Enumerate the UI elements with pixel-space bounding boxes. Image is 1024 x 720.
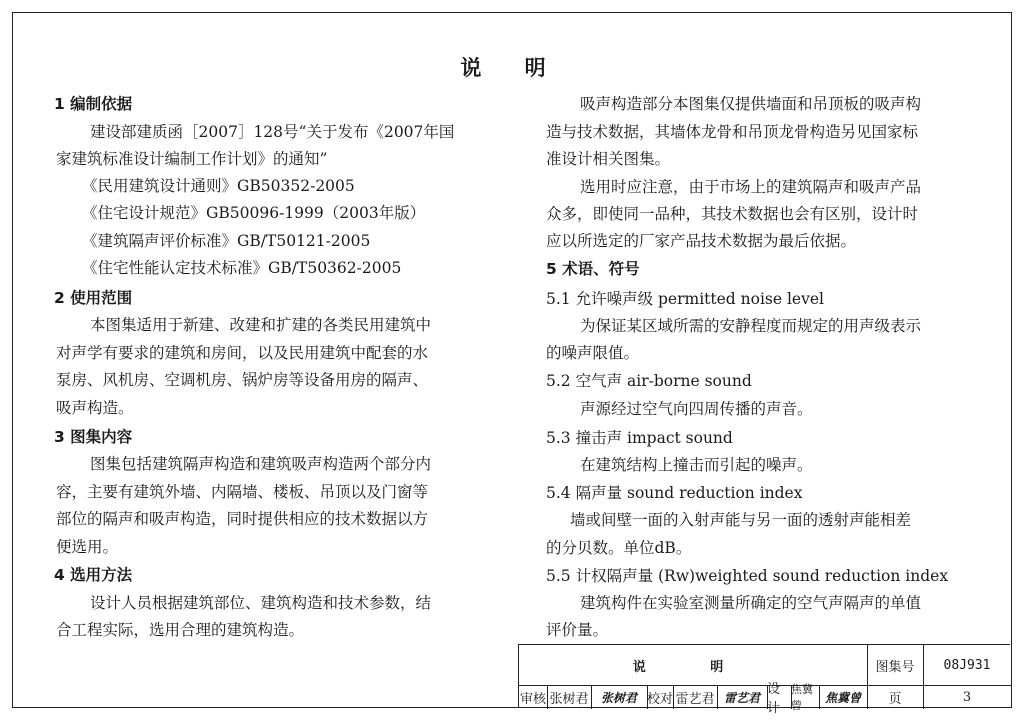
reference-standard: 《住宅性能认定技术标准》GB/T50362-2005 (82, 259, 402, 277)
text-line: 本图集适用于新建、改建和扩建的各类民用建筑中 (90, 316, 432, 334)
reference-standard: 《民用建筑设计通则》GB50352-2005 (82, 177, 355, 195)
text-line: 便选用。 (56, 538, 119, 556)
section-5-heading: 5 术语、符号 (546, 260, 640, 278)
text-line: 部位的隔声和吸声构造，同时提供相应的技术数据以方 (56, 510, 429, 528)
term-definition: 在建筑结构上撞击而引起的噪声。 (580, 456, 813, 474)
text-line: 建设部建质函［2007］128号“关于发布《2007年国 (90, 123, 455, 141)
term-definition: 评价量。 (546, 621, 609, 639)
text-line: 准设计相关图集。 (546, 150, 671, 168)
term-5-1: 5.1 允许噪声级 permitted noise level (546, 290, 824, 308)
text-line: 图集包括建筑隔声构造和建筑吸声构造两个部分内 (90, 455, 432, 473)
text-line: 合工程实际，选用合理的建筑构造。 (56, 621, 305, 639)
designer-signature: 焦冀曾 (824, 690, 861, 705)
term-5-3: 5.3 撞击声 impact sound (546, 429, 733, 447)
text-line: 众多，即使同一品种，其技术数据也会有区别，设计时 (546, 205, 919, 223)
titleblock-title: 说 明 (632, 659, 754, 675)
section-3-heading: 3 图集内容 (54, 428, 133, 446)
text-line: 容，主要有建筑外墙、内隔墙、楼板、吊顶以及门窗等 (56, 483, 429, 501)
reviewer-signature: 张树君 (600, 690, 637, 705)
design-label: 设计 (767, 682, 781, 716)
text-line: 吸声构造部分本图集仅提供墙面和吊顶板的吸声构 (580, 95, 922, 113)
text-line: 造与技术数据，其墙体龙骨和吊顶龙骨构造另见国家标 (546, 123, 919, 141)
page-label: 页 (888, 691, 902, 707)
text-line: 设计人员根据建筑部位、建筑构造和技术参数，结 (90, 594, 432, 612)
title-block (518, 644, 1010, 716)
text-line: 泵房、风机房、空调机房、锅炉房等设备用房的隔声、 (56, 371, 429, 389)
review-label: 审核 (519, 691, 546, 707)
term-5-2: 5.2 空气声 air-borne sound (546, 372, 752, 390)
text-line: 家建筑标准设计编制工作计划》的通知” (56, 150, 328, 168)
term-5-4: 5.4 隔声量 sound reduction index (546, 484, 803, 502)
reviewer-name: 张树君 (549, 691, 589, 707)
term-definition: 声源经过空气向四周传播的声音。 (580, 400, 813, 418)
atlas-number-label: 图集号 (875, 659, 915, 675)
section-4-heading: 4 选用方法 (54, 566, 133, 584)
designer-name: 焦冀曾 (791, 683, 813, 712)
section-2-heading: 2 使用范围 (54, 289, 133, 307)
term-definition: 为保证某区域所需的安静程度而规定的用声级表示 (580, 317, 922, 335)
reference-standard: 《住宅设计规范》GB50096-1999（2003年版） (82, 204, 426, 222)
term-definition: 建筑构件在实验室测量所确定的空气声隔声的单值 (580, 594, 922, 612)
term-definition: 墙或间壁一面的入射声能与另一面的透射声能相差 (570, 511, 912, 529)
atlas-number: 08J931 (943, 657, 991, 673)
page-title: 说 明 (460, 56, 564, 80)
text-line: 对声学有要求的建筑和房间，以及民用建筑中配套的水 (56, 344, 429, 362)
checker-signature: 雷艺君 (723, 690, 760, 705)
section-1-heading: 1 编制依据 (54, 95, 133, 113)
reference-standard: 《建筑隔声评价标准》GB/T50121-2005 (82, 232, 371, 250)
checker-name: 雷艺君 (675, 691, 715, 707)
term-5-5: 5.5 计权隔声量 (Rw)weighted sound reduction index (546, 567, 949, 585)
text-line: 吸声构造。 (56, 399, 134, 417)
text-line: 应以所选定的厂家产品技术数据为最后依据。 (546, 232, 857, 250)
text-line: 选用时应注意，由于市场上的建筑隔声和吸声产品 (580, 178, 922, 196)
term-definition: 的噪声限值。 (546, 344, 640, 362)
page-number: 3 (962, 689, 972, 705)
term-definition: 的分贝数。单位dB。 (546, 539, 692, 557)
check-label: 校对 (647, 691, 674, 707)
